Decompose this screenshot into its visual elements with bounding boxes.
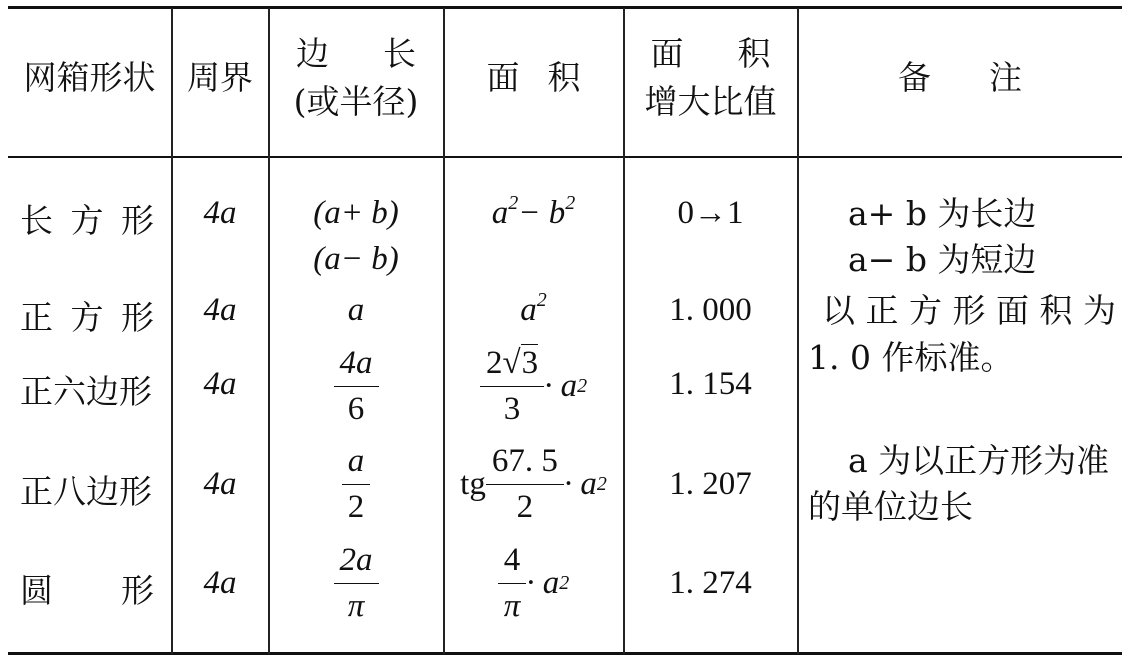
note-unit-line2: 的单位边长 xyxy=(808,487,973,526)
row-octagon-shape: 正八边形 xyxy=(20,472,152,511)
header-note-char: 备 xyxy=(898,58,931,97)
row-square-side: a xyxy=(347,292,365,328)
area-radicand: 3 xyxy=(521,344,539,381)
row-octagon-area: tg $\frac{67. 5}{2}$ · a 2 xyxy=(460,442,607,525)
header-ratio-line1 xyxy=(651,30,771,78)
header-area xyxy=(444,0,623,156)
row-rectangle-area xyxy=(444,192,623,231)
header-area-label xyxy=(487,54,581,102)
fraction-numerator: 2a xyxy=(334,544,379,584)
fraction xyxy=(486,442,564,525)
header-area-char: 面 xyxy=(486,58,520,97)
fraction-denominator: 6 xyxy=(347,390,365,427)
header-perimeter xyxy=(172,0,268,156)
row-circle-area: $\frac{4}{\pi}$ · a 2 xyxy=(444,543,623,623)
row-rectangle-perimeter: 4a xyxy=(203,195,237,231)
note-short-side: a− b 为短边 xyxy=(848,240,1037,279)
area-term: a xyxy=(491,195,509,231)
row-hexagon-perimeter: 4a xyxy=(203,366,237,402)
header-shape xyxy=(8,0,171,156)
area-term: · a xyxy=(544,367,578,404)
header-area-char: 积 xyxy=(547,58,581,97)
header-side-char: 长 xyxy=(383,34,416,73)
fraction-denominator: 3 xyxy=(503,390,521,427)
header-side-char: 边 xyxy=(296,34,329,73)
shape-char: 方 xyxy=(70,298,104,337)
header-note-label xyxy=(898,54,1022,102)
shape-char: 形 xyxy=(121,571,154,610)
note-unit-line1: a 为以正方形为准 xyxy=(848,441,1110,480)
area-term: a xyxy=(520,292,537,328)
fraction-denominator: π xyxy=(503,587,521,624)
row-square-perimeter: 4a xyxy=(203,292,237,328)
note-standard-line1: 以 正 方 形 面 积 为 xyxy=(822,291,1116,330)
shape-char: 方 xyxy=(70,201,104,240)
note-long-side: a+ b 为长边 xyxy=(848,194,1037,233)
area-coefficient: 2 xyxy=(485,344,503,381)
header-shape-label: 网箱形状 xyxy=(23,58,156,97)
row-rectangle-shape xyxy=(20,195,154,242)
header-area-ratio xyxy=(624,0,797,156)
fraction-numerator: 4a xyxy=(334,347,379,387)
fraction xyxy=(480,344,544,427)
row-hexagon-side xyxy=(269,346,443,426)
note-standard-line2: 1. 0 作标准。 xyxy=(808,338,1014,377)
header-perimeter-label: 周界 xyxy=(187,58,253,97)
header-side-line1 xyxy=(296,30,416,78)
fraction xyxy=(342,442,371,525)
row-circle-perimeter: 4a xyxy=(203,565,237,601)
fraction-denominator: π xyxy=(347,587,365,624)
area-exponent: 2 xyxy=(565,192,576,214)
header-ratio-char: 面 xyxy=(650,34,684,73)
row-hexagon-shape: 正六边形 xyxy=(20,372,152,411)
shape-char: 形 xyxy=(121,201,154,240)
row-square-shape xyxy=(20,292,154,339)
row-circle-side xyxy=(269,543,443,623)
row-square-area xyxy=(444,289,623,328)
area-term: · a xyxy=(563,465,597,502)
table-bottom-rule xyxy=(8,652,1122,655)
shape-char: 圆 xyxy=(20,571,53,610)
shape-char: 长 xyxy=(20,201,53,240)
header-ratio-line2: 增大比值 xyxy=(644,82,777,121)
shape-char: 正 xyxy=(20,298,53,337)
header-side-line2: (或半径) xyxy=(293,82,419,121)
area-exponent: 2 xyxy=(536,289,547,311)
row-circle-shape xyxy=(20,565,154,612)
fraction-numerator: 4 xyxy=(498,544,527,584)
row-octagon-side xyxy=(269,444,443,524)
row-circle-ratio: 1. 274 xyxy=(669,565,752,601)
fraction xyxy=(498,541,527,624)
area-term: − b xyxy=(518,195,566,231)
row-square-ratio: 1. 000 xyxy=(669,292,752,328)
row-rectangle-ratio: 0→1 xyxy=(677,195,744,231)
fraction-numerator: 67. 5 xyxy=(486,445,564,485)
row-rectangle-side-short: (a− b) xyxy=(313,241,399,277)
shape-char: 形 xyxy=(121,298,154,337)
row-octagon-perimeter: 4a xyxy=(203,466,237,502)
table-header-rule xyxy=(8,156,1122,158)
fraction xyxy=(334,344,379,427)
fraction-numerator: a xyxy=(342,445,371,485)
area-exponent: 2 xyxy=(508,192,519,214)
fraction-denominator: 2 xyxy=(347,488,365,525)
row-rectangle-side-long: (a+ b) xyxy=(313,195,399,231)
row-hexagon-area: $\frac{2√3}{3}$ · a 2 xyxy=(444,346,623,426)
area-function: tg xyxy=(460,465,486,502)
header-ratio-char: 积 xyxy=(737,34,771,73)
header-note xyxy=(798,0,1122,156)
fraction xyxy=(334,541,379,624)
row-hexagon-ratio: 1. 154 xyxy=(669,366,752,402)
row-octagon-ratio: 1. 207 xyxy=(669,466,752,502)
fraction-numerator: 2√3 xyxy=(480,347,544,387)
header-side-length xyxy=(269,0,443,156)
area-term: · a xyxy=(526,564,560,601)
header-note-char: 注 xyxy=(989,58,1022,97)
fraction-denominator: 2 xyxy=(516,488,534,525)
